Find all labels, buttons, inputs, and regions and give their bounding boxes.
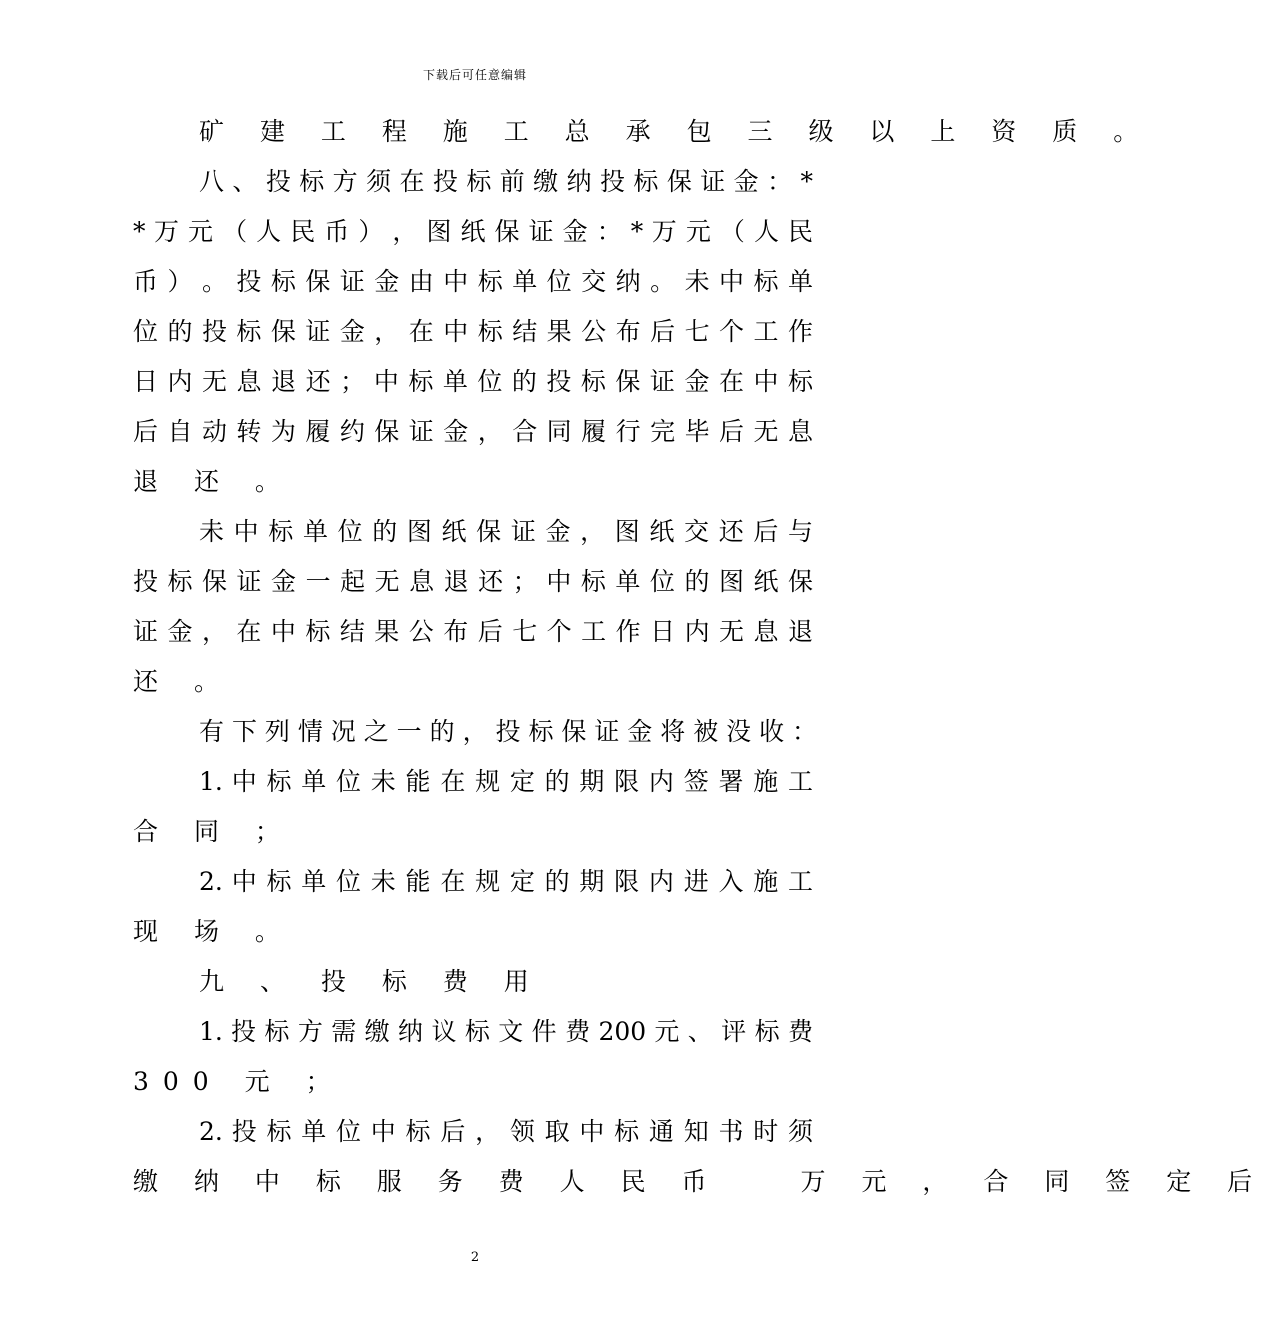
text-segment: 缴 纳 中 标 服 务 费 人 民 币 — [133, 1167, 721, 1196]
text-line: 合 同 ； — [133, 817, 294, 846]
text-line: 300 元 ； — [133, 1067, 345, 1096]
text-line: 币 ） 。 投 标 保 证 金 由 中 标 单 位 交 纳 。 未 中 标 单 — [133, 267, 813, 296]
text-line — [133, 1162, 1266, 1202]
text-line: 1. 中 标 单 位 未 能 在 规 定 的 期 限 内 签 署 施 工 — [199, 767, 813, 796]
page-number: 2 — [470, 1250, 480, 1265]
text-line: 退 还 。 — [133, 467, 294, 496]
text-line: 矿 建 工 程 施 工 总 承 包 三 级 以 上 资 质 。 — [199, 117, 1153, 146]
text-line: 有 下 列 情 况 之 一 的 ， 投 标 保 证 金 将 被 没 收 ： — [199, 717, 818, 746]
section-heading: 九 、 投 标 费 用 — [199, 967, 543, 996]
text-line: 日 内 无 息 退 还 ； 中 标 单 位 的 投 标 保 证 金 在 中 标 — [133, 367, 813, 396]
text-segment: 万 元 ， 合 同 签 定 后 — [800, 1167, 1266, 1196]
text-line: * 万 元 （ 人 民 币 ） ， 图 纸 保 证 金 ： * 万 元 （ 人 民 — [133, 217, 813, 246]
text-line: 八 、 投 标 方 须 在 投 标 前 缴 纳 投 标 保 证 金 ： * — [199, 167, 813, 196]
page-header-note: 下载后可任意编辑 — [422, 68, 527, 82]
text-line: 还 。 — [133, 667, 233, 696]
text-line: 2. 投 标 单 位 中 标 后 ， 领 取 中 标 通 知 书 时 须 — [199, 1117, 813, 1146]
text-line: 1. 投 标 方 需 缴 纳 议 标 文 件 费 200 元 、 评 标 费 — [199, 1017, 813, 1046]
text-line: 2. 中 标 单 位 未 能 在 规 定 的 期 限 内 进 入 施 工 — [199, 867, 813, 896]
text-line: 后 自 动 转 为 履 约 保 证 金 ， 合 同 履 行 完 毕 后 无 息 — [133, 417, 813, 446]
text-line: 投 标 保 证 金 一 起 无 息 退 还 ； 中 标 单 位 的 图 纸 保 — [133, 567, 813, 596]
text-line: 位 的 投 标 保 证 金 ， 在 中 标 结 果 公 布 后 七 个 工 作 — [133, 317, 813, 346]
text-line: 现 场 。 — [133, 917, 294, 946]
text-line: 未 中 标 单 位 的 图 纸 保 证 金 ， 图 纸 交 还 后 与 — [199, 517, 813, 546]
text-line: 证 金 ， 在 中 标 结 果 公 布 后 七 个 工 作 日 内 无 息 退 — [133, 617, 813, 646]
